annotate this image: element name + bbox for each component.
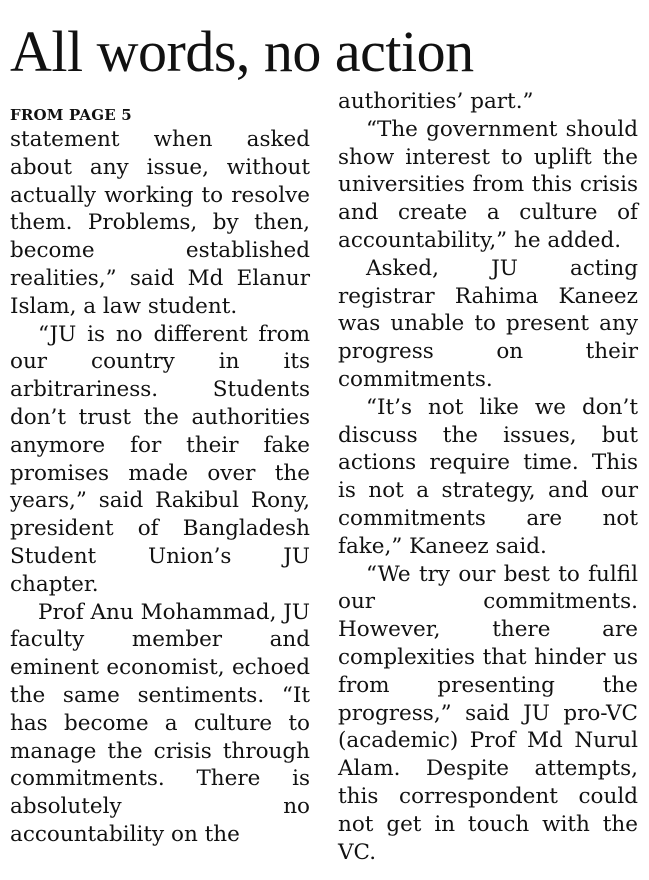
right-column: [338, 88, 638, 866]
left-column: [10, 98, 310, 849]
paragraph: authorities’ part.”: [338, 89, 534, 114]
continuation-kicker: FROM PAGE 5: [10, 106, 132, 124]
paragraph: “JU is no different from our country in its arbitrariness. Students don’t trust the authorities anymore for their fake promises made over the years,” said Rakibul Rony, president of Bangladesh Student Union’s JU chapter.: [10, 321, 310, 597]
paragraph: “The government should show interest to uplift the universities from this crisis and create a culture of accountability,” he added.: [338, 116, 638, 253]
paragraph: Asked, JU acting registrar Rahima Kaneez was unable to present any progress on their commitments.: [338, 255, 638, 392]
paragraph: statement when asked about any issue, without actually working to resolve them. Problems, by then, become established realities,” said Md Elanur Islam, a law student.: [10, 127, 310, 319]
paragraph: “We try our best to fulfil our commitments. However, there are complexities that hinder us from presenting the progress,” said JU pro-VC (academic) Prof Md Nurul Alam. Despite attempts, this correspondent could not get in touch with the VC.: [338, 561, 638, 865]
headline: All words, no action: [10, 19, 474, 84]
paragraph: “It’s not like we don’t discuss the issues, but actions require time. This is not a strategy, and our commitments are not fake,” Kaneez said.: [338, 394, 638, 559]
paragraph: Prof Anu Mohammad, JU faculty member and eminent economist, echoed the same sentiments. “It has become a culture to manage the crisis through commitments. There is absolutely no accountability on the: [10, 599, 310, 847]
